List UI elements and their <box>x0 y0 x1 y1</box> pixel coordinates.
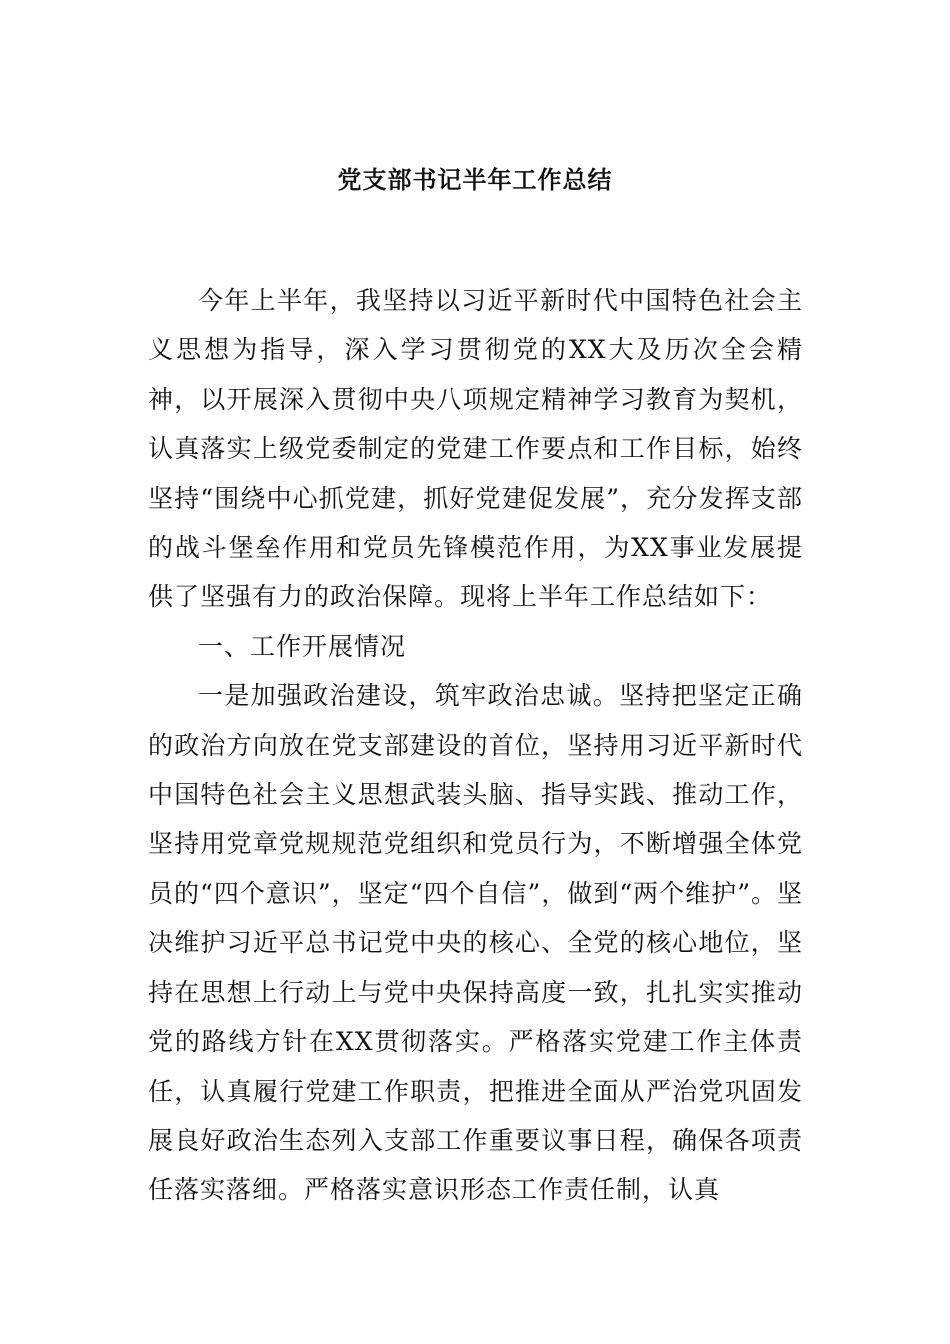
document-title: 党支部书记半年工作总结 <box>337 165 613 194</box>
section-heading: 一、工作开展情况 <box>198 631 407 661</box>
body-paragraph: 一是加强政治建设，筑牢政治忠诚。坚持把坚定正确的政治方向放在党支部建设的首位，坚持用习近平新时代中国特色社会主义思想武装头脑、指导实践、推动工作，坚持用党章党规规范党组织和党员行为，不断增强全体党员的“四个意识”，坚定“四个自信”，做到“两个维护”。坚决维护习近平总书记党中央的核心、全党的核心地位，坚持在思想上行动上与党中央保持高度一致，扎扎实实推动党的路线方针在XX贯彻落实。严格落实党建工作主体责任，认真履行党建工作职责，把推进全面从严治党巩固发展良好政治生态列入支部工作重要议事日程，确保各项责任落实落细。严格落实意识形态工作责任制，认真 <box>148 681 803 1205</box>
document-body <box>148 276 803 1215</box>
intro-paragraph: 今年上半年，我坚持以习近平新时代中国特色社会主义思想为指导，深入学习贯彻党的XX大及历次全会精神，以开展深入贯彻中央八项规定精神学习教育为契机，认真落实上级党委制定的党建工作要点和工作目标，始终坚持“围绕中心抓党建，抓好党建促发展”，充分发挥支部的战斗堡垒作用和党员先锋模范作用，为XX事业发展提供了坚强有力的政治保障。现将上半年工作总结如下： <box>148 286 803 612</box>
